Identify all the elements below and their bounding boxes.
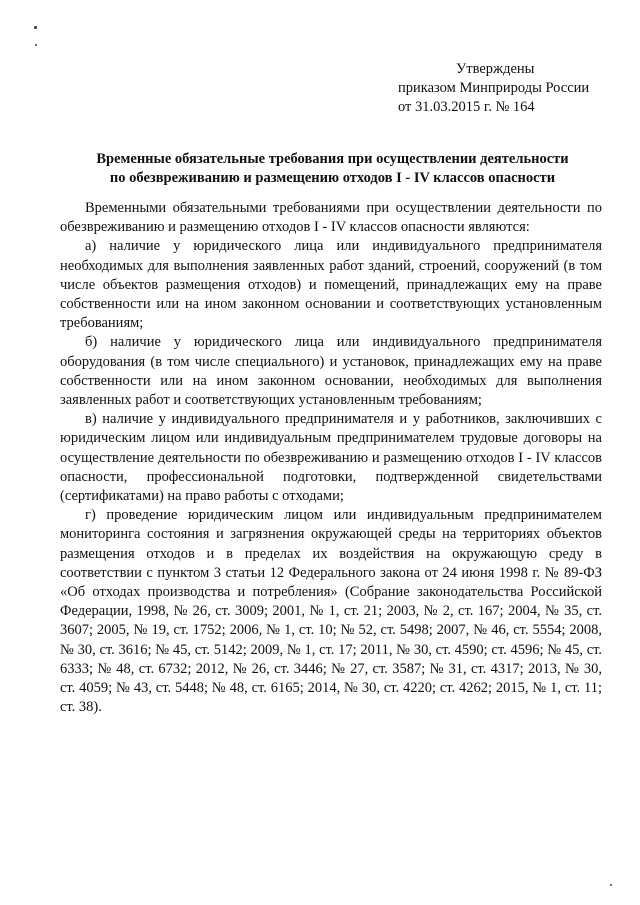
paragraph-a: а) наличие у юридического лица или индивидуального предпринимателя необходимых для выполнения заявленных работ зданий, строений, сооружений (в том числе объектов размещения отходов) и помещений, принадлежащих ему на праве собственности или на ином законном основании и соответствующих установленным требованиям;: [60, 238, 602, 332]
paragraph-v: в) наличие у индивидуального предпринимателя и у работников, заключивших с юридическим лицом или индивидуальным предпринимателем трудовые договоры на осуществление деятельности по обезвреживанию и размещению отходов I - IV классов опасности, профессиональной подготовки, подтвержденной свидетельствами (сертификатами) на право работы с отходами;: [60, 411, 602, 505]
scan-speck: [35, 44, 37, 46]
paragraph-intro: Временными обязательными требованиями при осуществлении деятельности по обезвреживанию и размещению отходов I - IV классов опасности являются:: [60, 200, 602, 236]
scan-speck: [34, 26, 37, 29]
document-body: [60, 199, 602, 717]
approval-stamp-text: [398, 60, 628, 117]
paragraph-b: б) наличие у юридического лица или индивидуального предпринимателя оборудования (в том числе специального) и установок, принадлежащих ему на праве собственности или на ином законном основании, необходимых для выполнения заявленных работ и соответствующих установленным требованиям;: [60, 334, 602, 409]
approved-label: Утверждены: [456, 61, 535, 77]
title-line-1: Временные обязательные требования при осуществлении деятельности: [96, 151, 569, 167]
title-line-2: по обезвреживанию и размещению отходов I - IV классов опасности: [109, 170, 556, 186]
document-title: [60, 150, 605, 188]
order-line: приказом Минприроды России: [398, 80, 590, 96]
scan-speck: [610, 884, 612, 886]
paragraph-g: г) проведение юридическим лицом или индивидуальным предпринимателем мониторинга состояния и загрязнения окружающей среды на территориях объектов размещения отходов и в пределах их воздействия на окружающую среду в соответствии с пунктом 3 статьи 12 Федерального закона от 24 июня 1998 г. № 89-ФЗ «Об отходах производства и потребления» (Собрание законодательства Российской Федерации, 1998, № 26, ст. 3009; 2001, № 1, ст. 21; 2003, № 2, ст. 167; 2004, № 35, ст. 3607; 2005, № 19, ст. 1752; 2006, № 1, ст. 10; № 52, ст. 5498; 2007, № 46, ст. 5554; 2008, № 30, ст. 3616; № 45, ст. 5142; 2009, № 1, ст. 17; 2011, № 30, ст. 4590; ст. 4596; № 45, ст. 6333; № 48, ст. 6732; 2012, № 26, ст. 3446; № 27, ст. 3587; № 31, ст. 4317; 2013, № 30, ст. 4059; № 43, ст. 5448; № 48, ст. 6165; 2014, № 30, ст. 4220; ст. 4262; 2015, № 1, ст. 11; ст. 38).: [60, 507, 602, 716]
date-line: от 31.03.2015 г. № 164: [398, 99, 535, 115]
